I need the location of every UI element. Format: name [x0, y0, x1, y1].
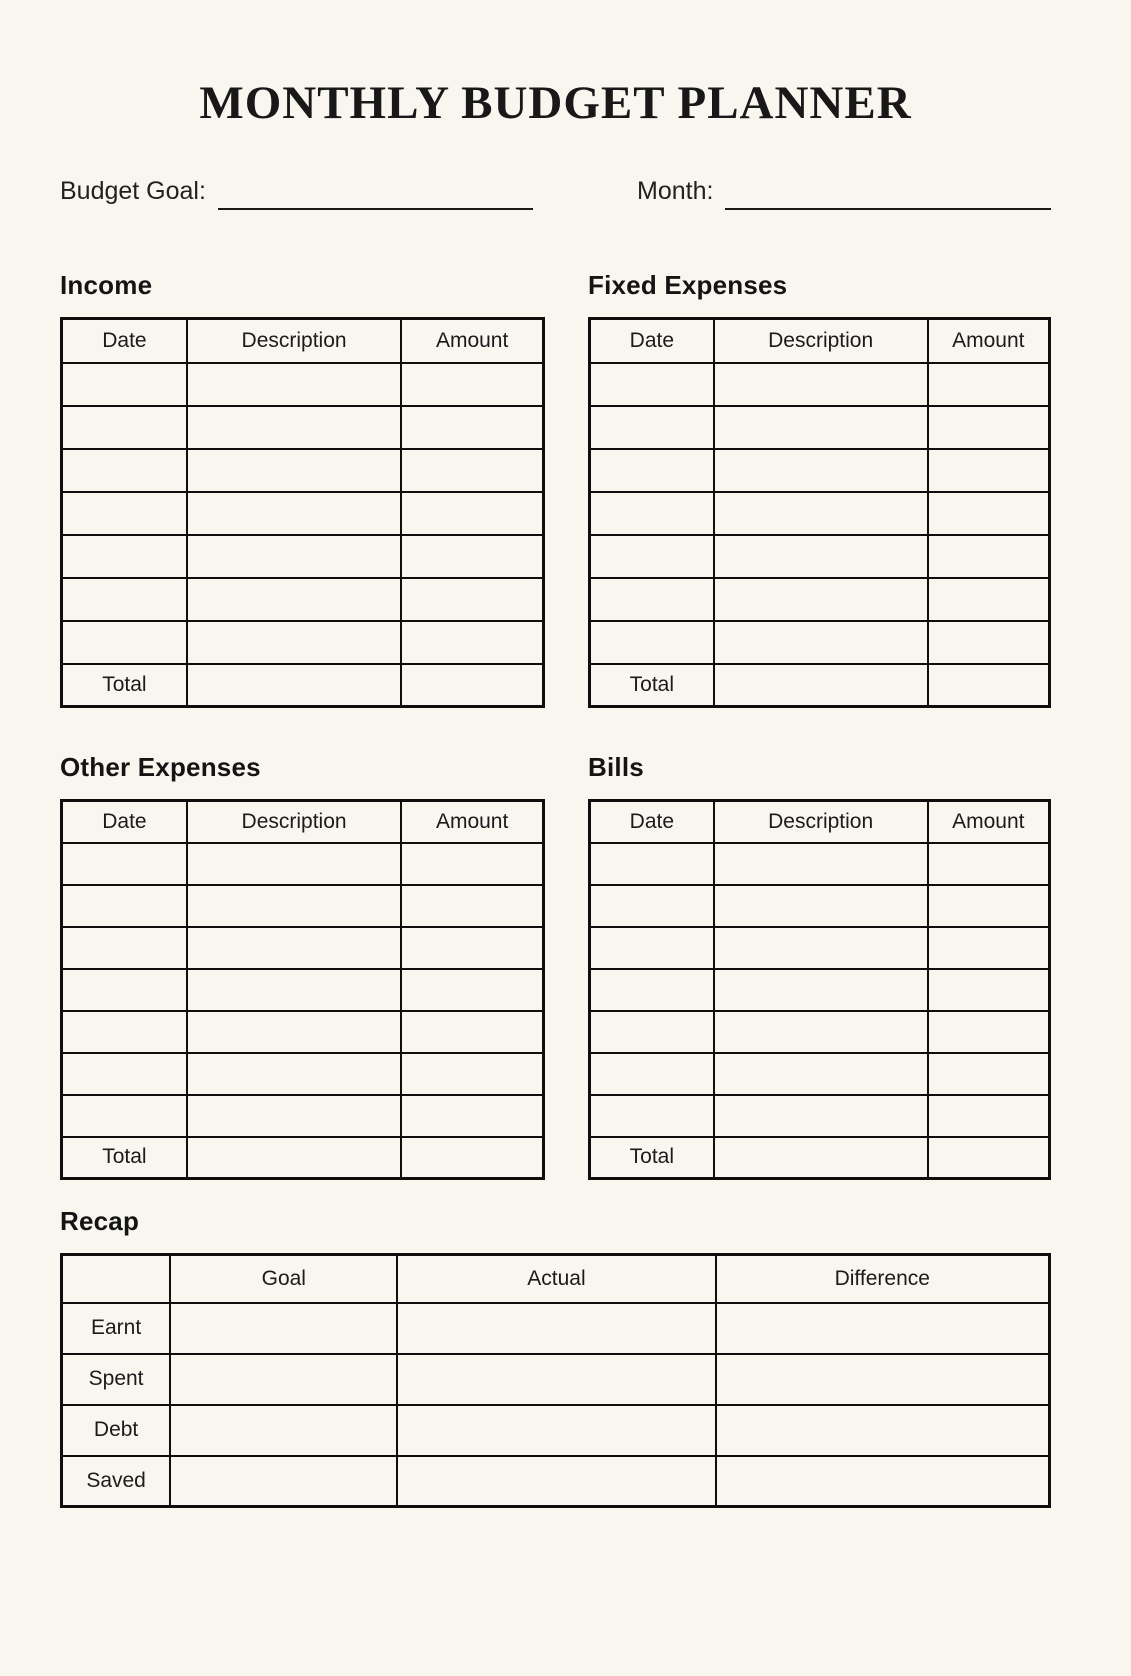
recap-value-cell[interactable] [170, 1303, 397, 1354]
amount-column-header: Amount [928, 801, 1050, 843]
recap-value-cell[interactable] [716, 1354, 1050, 1405]
recap-value-cell[interactable] [397, 1405, 715, 1456]
bills-table [588, 799, 1051, 1180]
header-row [590, 319, 1050, 363]
date-cell[interactable] [590, 843, 714, 885]
header-row [62, 801, 544, 843]
table-row [590, 1095, 1050, 1137]
recap-value-cell[interactable] [397, 1354, 715, 1405]
description-column-header: Description [187, 319, 401, 363]
table-row [590, 449, 1050, 492]
date-cell[interactable] [62, 449, 187, 492]
amount-cell[interactable] [401, 1011, 543, 1053]
middle-tables-row [60, 752, 1051, 1180]
table-row [62, 927, 544, 969]
date-cell[interactable] [62, 927, 187, 969]
date-column-header: Date [590, 319, 714, 363]
description-cell[interactable] [714, 449, 928, 492]
month-input-line[interactable] [725, 176, 1051, 210]
recap-row-label: Earnt [62, 1303, 171, 1354]
recap-value-cell[interactable] [397, 1303, 715, 1354]
amount-cell[interactable] [928, 535, 1050, 578]
date-cell[interactable] [590, 1095, 714, 1137]
amount-cell[interactable] [928, 492, 1050, 535]
description-cell[interactable] [714, 492, 928, 535]
income-table [60, 317, 545, 708]
date-cell[interactable] [590, 1053, 714, 1095]
total-value-cell[interactable] [928, 664, 1050, 707]
recap-heading: Recap [60, 1206, 140, 1236]
table-row [62, 1053, 544, 1095]
recap-table [60, 1253, 1051, 1508]
recap-value-cell[interactable] [170, 1405, 397, 1456]
total-value-cell[interactable] [714, 664, 928, 707]
date-cell[interactable] [62, 621, 187, 664]
amount-column-header: Amount [928, 319, 1050, 363]
date-column-header: Date [590, 801, 714, 843]
amount-cell[interactable] [928, 449, 1050, 492]
description-cell[interactable] [187, 1011, 401, 1053]
table-row [62, 843, 544, 885]
amount-cell[interactable] [401, 535, 543, 578]
recap-value-cell[interactable] [170, 1456, 397, 1507]
date-cell[interactable] [590, 927, 714, 969]
amount-cell[interactable] [928, 969, 1050, 1011]
description-cell[interactable] [714, 885, 928, 927]
recap-value-cell[interactable] [716, 1456, 1050, 1507]
date-column-header: Date [62, 801, 187, 843]
amount-cell[interactable] [401, 363, 543, 406]
date-cell[interactable] [62, 578, 187, 621]
description-cell[interactable] [714, 535, 928, 578]
recap-row-label: Spent [62, 1354, 171, 1405]
description-cell[interactable] [187, 621, 401, 664]
recap-row-debt [62, 1405, 1050, 1456]
page-title: MONTHLY BUDGET PLANNER [199, 77, 912, 129]
table-row [62, 885, 544, 927]
description-cell[interactable] [187, 578, 401, 621]
header-row [62, 1255, 1050, 1303]
description-cell[interactable] [714, 1095, 928, 1137]
description-cell[interactable] [187, 535, 401, 578]
amount-cell[interactable] [401, 578, 543, 621]
description-column-header: Description [714, 801, 928, 843]
description-cell[interactable] [187, 969, 401, 1011]
date-cell[interactable] [62, 843, 187, 885]
total-row [590, 664, 1050, 707]
income-heading: Income [60, 270, 153, 300]
other-expenses-table [60, 799, 545, 1180]
bills-heading: Bills [588, 752, 644, 782]
description-cell[interactable] [187, 363, 401, 406]
table-row [590, 621, 1050, 664]
amount-column-header: Amount [401, 319, 543, 363]
description-cell[interactable] [187, 406, 401, 449]
description-cell[interactable] [187, 1095, 401, 1137]
date-cell[interactable] [590, 535, 714, 578]
table-row [62, 363, 544, 406]
amount-cell[interactable] [928, 927, 1050, 969]
total-value-cell[interactable] [928, 1137, 1050, 1179]
description-cell[interactable] [714, 927, 928, 969]
recap-value-cell[interactable] [716, 1405, 1050, 1456]
recap-corner-cell [62, 1255, 171, 1303]
table-row [590, 1053, 1050, 1095]
date-cell[interactable] [590, 1011, 714, 1053]
description-cell[interactable] [714, 363, 928, 406]
description-cell[interactable] [714, 1053, 928, 1095]
description-column-header: Description [714, 319, 928, 363]
table-row [590, 1011, 1050, 1053]
date-cell[interactable] [62, 969, 187, 1011]
table-row [62, 406, 544, 449]
description-cell[interactable] [714, 969, 928, 1011]
date-cell[interactable] [590, 406, 714, 449]
total-label: Total [62, 1137, 187, 1179]
total-row [62, 1137, 544, 1179]
description-column-header: Description [187, 801, 401, 843]
amount-cell[interactable] [928, 1053, 1050, 1095]
date-cell[interactable] [590, 578, 714, 621]
table-row [62, 1095, 544, 1137]
table-row [590, 969, 1050, 1011]
month-label: Month: [637, 177, 714, 205]
table-row [590, 535, 1050, 578]
description-cell[interactable] [714, 843, 928, 885]
date-cell[interactable] [62, 1095, 187, 1137]
amount-cell[interactable] [928, 885, 1050, 927]
description-cell[interactable] [714, 406, 928, 449]
table-row [590, 843, 1050, 885]
total-value-cell[interactable] [187, 1137, 401, 1179]
date-cell[interactable] [62, 1053, 187, 1095]
recap-row-spent [62, 1354, 1050, 1405]
recap-row-saved [62, 1456, 1050, 1507]
header-row [62, 319, 544, 363]
date-cell[interactable] [590, 449, 714, 492]
total-value-cell[interactable] [401, 664, 543, 707]
amount-cell[interactable] [401, 843, 543, 885]
description-cell[interactable] [187, 885, 401, 927]
date-cell[interactable] [590, 621, 714, 664]
table-row [62, 492, 544, 535]
recap-value-cell[interactable] [397, 1456, 715, 1507]
amount-cell[interactable] [928, 406, 1050, 449]
header-row [590, 801, 1050, 843]
total-row [590, 1137, 1050, 1179]
date-cell[interactable] [590, 363, 714, 406]
table-row [590, 885, 1050, 927]
total-value-cell[interactable] [187, 664, 401, 707]
description-cell[interactable] [714, 1011, 928, 1053]
other-expenses-heading: Other Expenses [60, 752, 261, 782]
total-label: Total [590, 1137, 714, 1179]
header-fields [60, 176, 1051, 210]
table-row [62, 578, 544, 621]
income-section [60, 270, 545, 708]
description-cell[interactable] [187, 1053, 401, 1095]
month-field [637, 176, 1051, 210]
fixed-expenses-section [588, 270, 1051, 708]
amount-cell[interactable] [928, 363, 1050, 406]
table-row [590, 406, 1050, 449]
amount-cell[interactable] [401, 621, 543, 664]
amount-cell[interactable] [401, 1053, 543, 1095]
total-label: Total [62, 664, 187, 707]
date-cell[interactable] [62, 535, 187, 578]
recap-value-cell[interactable] [170, 1354, 397, 1405]
recap-section [60, 1206, 1051, 1508]
date-cell[interactable] [62, 1011, 187, 1053]
recap-row-label: Debt [62, 1405, 171, 1456]
other-expenses-section [60, 752, 545, 1180]
table-row [62, 1011, 544, 1053]
amount-cell[interactable] [401, 492, 543, 535]
amount-cell[interactable] [928, 1011, 1050, 1053]
total-row [62, 664, 544, 707]
total-value-cell[interactable] [401, 1137, 543, 1179]
description-cell[interactable] [187, 843, 401, 885]
table-row [590, 578, 1050, 621]
description-cell[interactable] [187, 927, 401, 969]
date-cell[interactable] [62, 492, 187, 535]
amount-cell[interactable] [928, 1095, 1050, 1137]
budget-goal-field [60, 176, 533, 210]
date-cell[interactable] [62, 363, 187, 406]
amount-cell[interactable] [401, 449, 543, 492]
amount-cell[interactable] [928, 843, 1050, 885]
amount-cell[interactable] [928, 621, 1050, 664]
amount-column-header: Amount [401, 801, 543, 843]
date-cell[interactable] [62, 885, 187, 927]
description-cell[interactable] [187, 492, 401, 535]
planner-page [0, 76, 1131, 1676]
total-value-cell[interactable] [714, 1137, 928, 1179]
table-row [62, 535, 544, 578]
amount-cell[interactable] [401, 1095, 543, 1137]
amount-cell[interactable] [401, 885, 543, 927]
date-cell[interactable] [590, 492, 714, 535]
fixed-expenses-heading: Fixed Expenses [588, 270, 788, 300]
budget-goal-label: Budget Goal: [60, 177, 206, 205]
date-cell[interactable] [590, 969, 714, 1011]
date-cell[interactable] [590, 885, 714, 927]
amount-cell[interactable] [401, 927, 543, 969]
table-row [590, 363, 1050, 406]
table-row [590, 927, 1050, 969]
date-cell[interactable] [62, 406, 187, 449]
description-cell[interactable] [714, 578, 928, 621]
amount-cell[interactable] [928, 578, 1050, 621]
amount-cell[interactable] [401, 969, 543, 1011]
fixed-expenses-table [588, 317, 1051, 708]
description-cell[interactable] [187, 449, 401, 492]
goal-column-header: Goal [170, 1255, 397, 1303]
difference-column-header: Difference [716, 1255, 1050, 1303]
table-row [62, 621, 544, 664]
table-row [62, 449, 544, 492]
actual-column-header: Actual [397, 1255, 715, 1303]
table-row [62, 969, 544, 1011]
bills-section [588, 752, 1051, 1180]
total-label: Total [590, 664, 714, 707]
date-column-header: Date [62, 319, 187, 363]
amount-cell[interactable] [401, 406, 543, 449]
budget-goal-input-line[interactable] [218, 176, 533, 210]
recap-value-cell[interactable] [716, 1303, 1050, 1354]
table-row [590, 492, 1050, 535]
recap-row-label: Saved [62, 1456, 171, 1507]
recap-row-earnt [62, 1303, 1050, 1354]
description-cell[interactable] [714, 621, 928, 664]
top-tables-row [60, 270, 1051, 708]
